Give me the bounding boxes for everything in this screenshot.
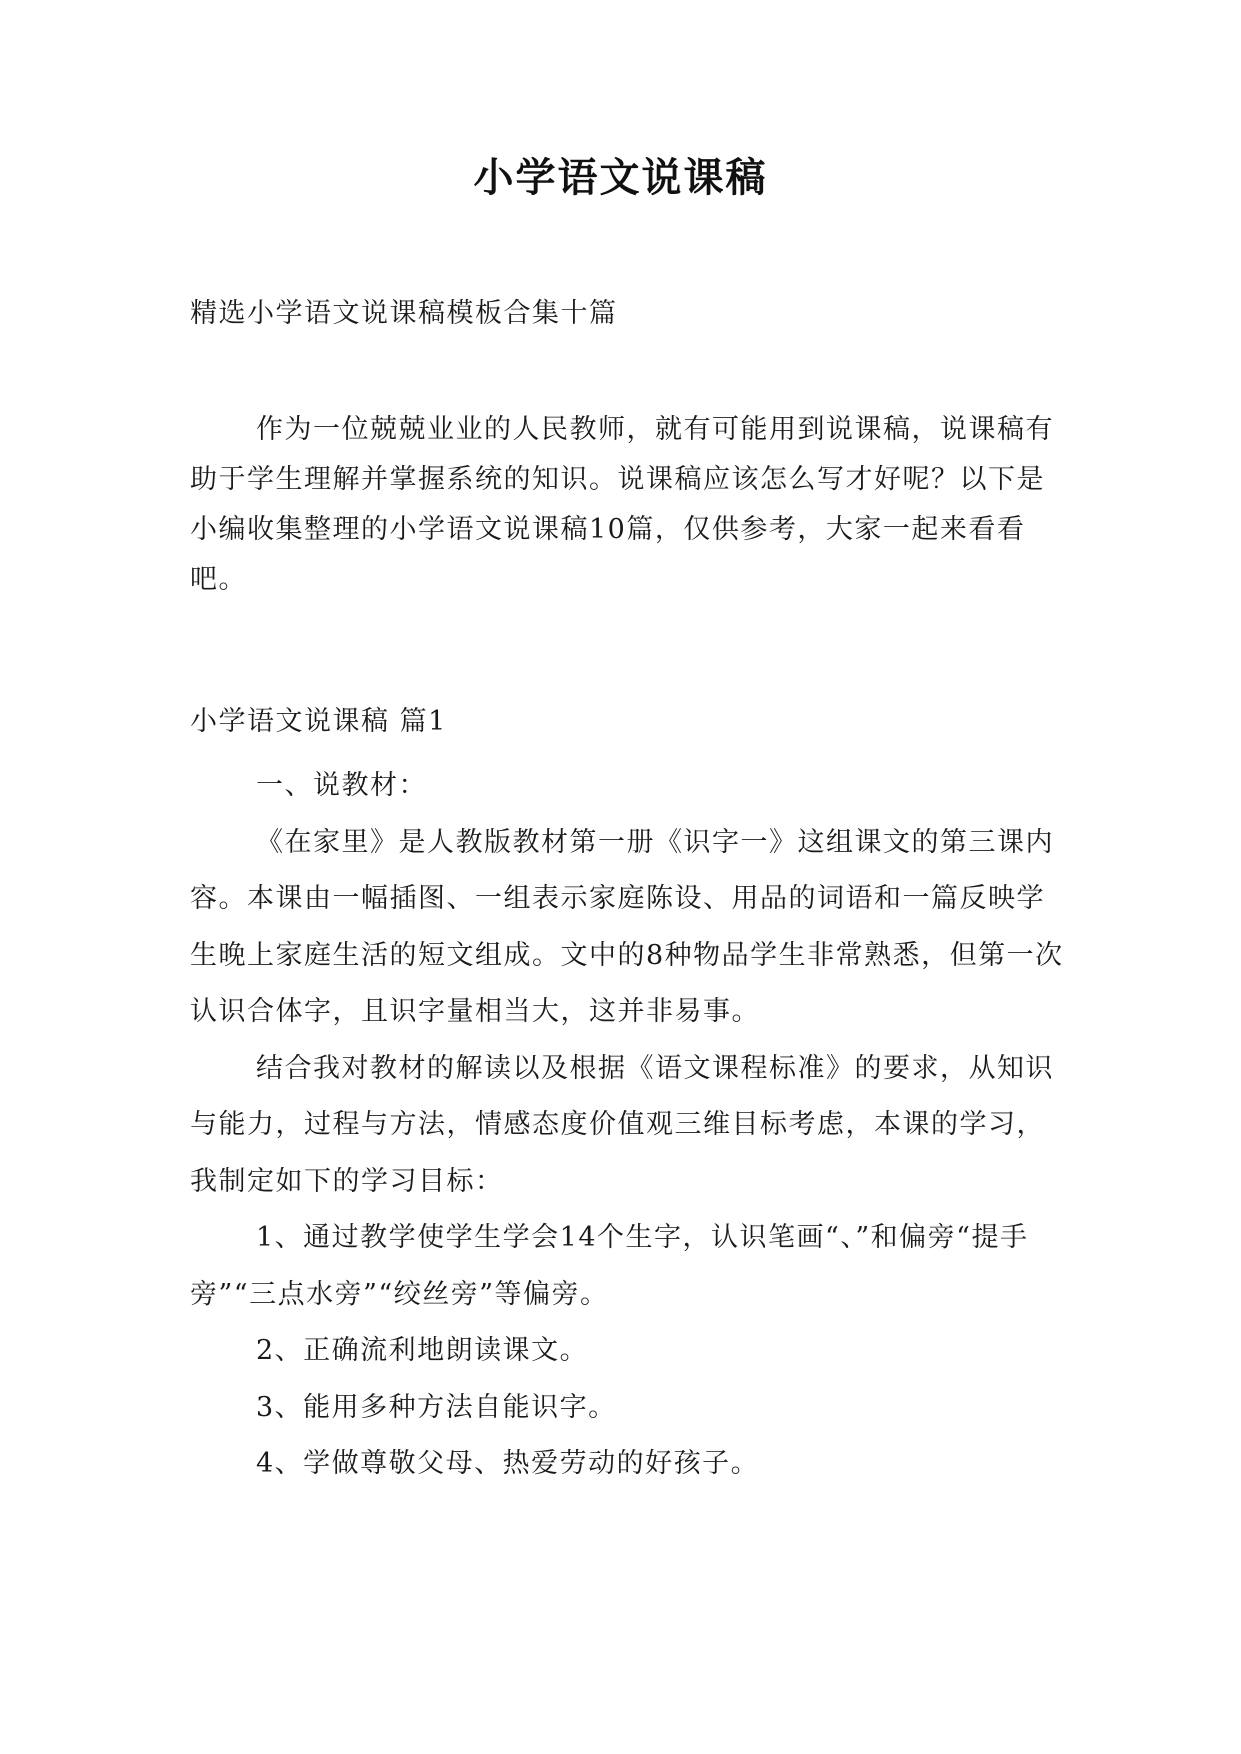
paragraph: 结合我对教材的解读以及根据《语文课程标准》的要求，从知识与能力，过程与方法，情感态度价值观三维目标考虑，本课的学习，我制定如下的学习目标： <box>190 1052 1054 1197</box>
document-subtitle: 精选小学语文说课稿模板合集十篇 <box>190 298 618 329</box>
paragraph: 一、说教材： <box>256 770 427 801</box>
section-content <box>190 758 1070 1493</box>
paragraph: 3、能用多种方法自能识字。 <box>256 1391 617 1423</box>
paragraph: 4、学做尊敬父母、热爱劳动的好孩子。 <box>256 1448 760 1479</box>
paragraph: 《在家里》是人教版教材第一册《识字一》这组课文的第三课内容。本课由一幅插图、一组表示家庭陈设、用品的词语和一篇反映学生晚上家庭生活的短文组成。文中的8种物品学生非常熟悉，但第一次认识合体字，且识字量相当大，这并非易事。 <box>190 826 1064 1027</box>
paragraph: 2、正确流利地朗读课文。 <box>256 1335 589 1366</box>
intro-paragraph: 作为一位兢兢业业的人民教师，就有可能用到说课稿，说课稿有助于学生理解并掌握系统的知识。说课稿应该怎么写才好呢？以下是小编收集整理的小学语文说课稿10篇，仅供参考，大家一起来看看吧。 <box>190 414 1054 595</box>
section-title: 小学语文说课稿 篇1 <box>190 706 447 737</box>
paragraph: 1、通过教学使学生学会14个生字，认识笔画“、”和偏旁“提手旁”“三点水旁”“绞丝旁”等偏旁。 <box>190 1222 1029 1310</box>
document-title: 小学语文说课稿 <box>473 155 768 201</box>
